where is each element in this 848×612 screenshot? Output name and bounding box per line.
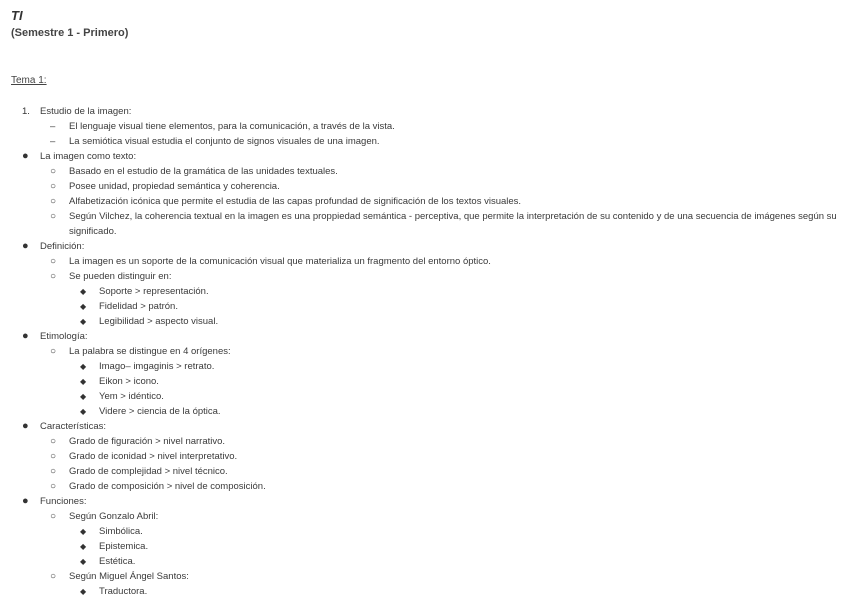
list-item [0, 344, 848, 359]
item-text: Según Vilchez, la coherencia textual en la imagen es una proppiedad semántica - perceptiva, que permite la interpretación de su contenido y de una secuencia de imágenes según su significado. [69, 211, 837, 237]
list-item [0, 269, 848, 284]
diamond-bullet-icon: ◆ [80, 377, 87, 386]
list-item [0, 479, 848, 494]
number-marker: 1. [22, 106, 30, 117]
list-item [0, 449, 848, 464]
item-text: Definición: [40, 241, 85, 252]
list-item [0, 434, 848, 449]
diamond-bullet-icon: ◆ [80, 362, 87, 371]
list-item [0, 164, 848, 179]
section-heading: Tema 1: [11, 75, 47, 86]
list-item [0, 239, 848, 254]
circle-bullet-icon: ○ [50, 256, 57, 267]
list-item [0, 374, 848, 389]
item-text: Eikon > icono. [99, 376, 159, 387]
circle-bullet-icon: ○ [50, 271, 57, 282]
list-item [0, 299, 848, 314]
item-text: Alfabetización icónica que permite el estudia de las capas profundad de significación de los textos visuales. [69, 196, 522, 207]
item-text: Videre > ciencia de la óptica. [99, 406, 221, 417]
diamond-bullet-icon: ◆ [80, 557, 87, 566]
diamond-bullet-icon: ◆ [80, 542, 87, 551]
bullet-icon: ● [22, 420, 29, 432]
circle-bullet-icon: ○ [50, 436, 57, 447]
item-text: Soporte > representación. [99, 286, 209, 297]
diamond-bullet-icon: ◆ [80, 317, 87, 326]
item-text: Yem > idéntico. [99, 391, 164, 402]
list-item [0, 509, 848, 524]
item-text: Características: [40, 421, 106, 432]
circle-bullet-icon: ○ [50, 481, 57, 492]
list-item [0, 119, 848, 134]
list-item [0, 494, 848, 509]
dash-icon: – [50, 121, 56, 132]
item-text: Legibilidad > aspecto visual. [99, 316, 219, 327]
diamond-bullet-icon: ◆ [80, 527, 87, 536]
item-text: Grado de iconidad > nivel interpretativo. [69, 451, 238, 462]
list-item [0, 104, 848, 119]
item-text: Según Gonzalo Abril: [69, 511, 159, 522]
diamond-bullet-icon: ◆ [80, 302, 87, 311]
circle-bullet-icon: ○ [50, 211, 57, 222]
list-item [0, 569, 848, 584]
circle-bullet-icon: ○ [50, 451, 57, 462]
diamond-bullet-icon: ◆ [80, 587, 87, 596]
circle-bullet-icon: ○ [50, 571, 57, 582]
list-item [0, 194, 848, 209]
document-title: TI [11, 8, 23, 23]
circle-bullet-icon: ○ [50, 196, 57, 207]
circle-bullet-icon: ○ [50, 166, 57, 177]
diamond-bullet-icon: ◆ [80, 407, 87, 416]
item-text: Grado de composición > nivel de composición. [69, 481, 266, 492]
list-item [0, 179, 848, 194]
dash-icon: – [50, 136, 56, 147]
item-text: El lenguaje visual tiene elementos, para la comunicación, a través de la vista. [69, 121, 395, 132]
list-item [0, 404, 848, 419]
bullet-icon: ● [22, 330, 29, 342]
item-text: Posee unidad, propiedad semántica y coherencia. [69, 181, 280, 192]
list-item [0, 464, 848, 479]
diamond-bullet-icon: ◆ [80, 392, 87, 401]
item-text: La semiótica visual estudia el conjunto de signos visuales de una imagen. [69, 136, 380, 147]
item-text: Fidelidad > patrón. [99, 301, 178, 312]
item-text: Se pueden distinguir en: [69, 271, 172, 282]
list-item [0, 149, 848, 164]
item-text: Funciones: [40, 496, 87, 507]
item-text: Según Miguel Ángel Santos: [69, 571, 189, 582]
document-subtitle: (Semestre 1 - Primero) [11, 27, 129, 39]
list-item [0, 554, 848, 569]
item-text: La imagen como texto: [40, 151, 137, 162]
item-text: Etimología: [40, 331, 88, 342]
list-item [0, 419, 848, 434]
circle-bullet-icon: ○ [50, 181, 57, 192]
circle-bullet-icon: ○ [50, 511, 57, 522]
item-text: La imagen es un soporte de la comunicación visual que materializa un fragmento del entorno óptico. [69, 256, 491, 267]
item-text: Traductora. [99, 586, 148, 597]
list-item [0, 209, 839, 239]
list-item [0, 539, 848, 554]
outline-list [0, 104, 848, 599]
item-text: Epistemica. [99, 541, 149, 552]
item-text: Estética. [99, 556, 136, 567]
item-text: Grado de complejidad > nivel técnico. [69, 466, 228, 477]
bullet-icon: ● [22, 240, 29, 252]
item-text: Imago– imgaginis > retrato. [99, 361, 215, 372]
list-item [0, 524, 848, 539]
diamond-bullet-icon: ◆ [80, 287, 87, 296]
list-item [0, 284, 848, 299]
bullet-icon: ● [22, 495, 29, 507]
item-text: Simbólica. [99, 526, 143, 537]
list-item [0, 314, 848, 329]
item-text: Basado en el estudio de la gramática de las unidades textuales. [69, 166, 338, 177]
list-item [0, 329, 848, 344]
bullet-icon: ● [22, 150, 29, 162]
item-text: Grado de figuración > nivel narrativo. [69, 436, 226, 447]
list-item [0, 254, 848, 269]
item-text: Estudio de la imagen: [40, 106, 132, 117]
list-item [0, 584, 848, 599]
circle-bullet-icon: ○ [50, 466, 57, 477]
circle-bullet-icon: ○ [50, 346, 57, 357]
list-item [0, 134, 848, 149]
item-text: La palabra se distingue en 4 orígenes: [69, 346, 231, 357]
list-item [0, 389, 848, 404]
list-item [0, 359, 848, 374]
